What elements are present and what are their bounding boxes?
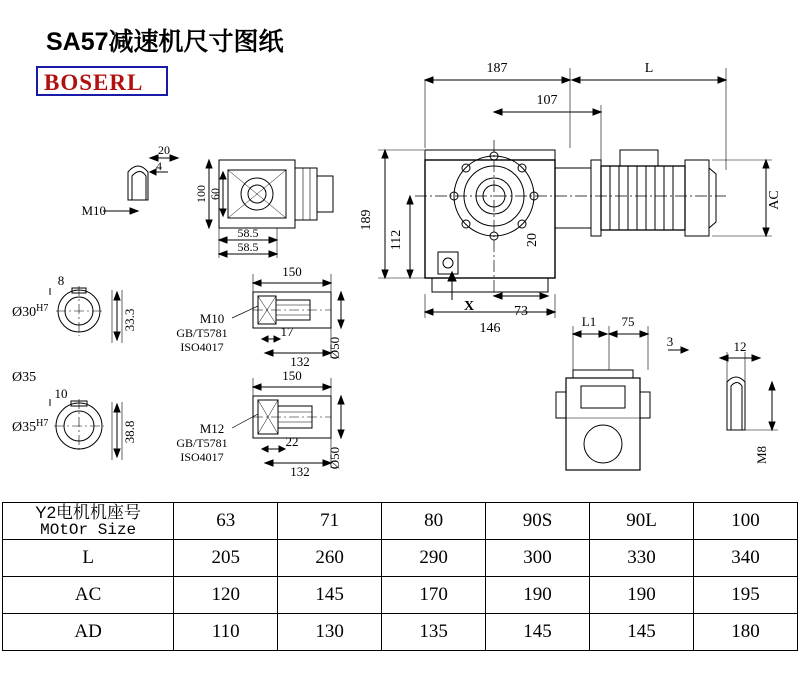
dim-33-3: 33.3 [122, 308, 137, 332]
row-header-AC: AC [3, 577, 174, 614]
table-cell: 80 [382, 503, 486, 540]
row-header-AD: AD [3, 614, 174, 651]
label-m10-upper: M10 [199, 311, 225, 326]
dim-150-upper: 150 [282, 264, 302, 279]
table-cell: 145 [590, 614, 694, 651]
dim-key-8: 8 [57, 273, 65, 288]
table-cell: 260 [278, 540, 382, 577]
dim-58-5-b: 58.5 [237, 240, 259, 254]
table-cell: 190 [590, 577, 694, 614]
row-header-line1: Y2电机机座号 [35, 502, 142, 522]
table-cell: 300 [486, 540, 590, 577]
dim-O50-lower: Ø50 [327, 446, 342, 470]
dim-75: 75 [621, 314, 635, 329]
row-header-motor-size [3, 503, 174, 540]
specification-table [2, 502, 798, 651]
table-cell: 290 [382, 540, 486, 577]
dim-112: 112 [389, 229, 404, 251]
table-cell: 135 [382, 614, 486, 651]
dim-189: 189 [359, 209, 374, 231]
dim-20-main: 20 [525, 233, 540, 247]
label-std-gb-lower: GB/T5781 [176, 436, 228, 450]
table-cell: 90L [590, 503, 694, 540]
label-shaft-35-plain: Ø35 [12, 370, 37, 385]
row-header-L: L [3, 540, 174, 577]
table-cell: 110 [174, 614, 278, 651]
table-row [3, 540, 798, 577]
label-m10-left: M10 [81, 203, 106, 218]
dim-58-5-a: 58.5 [237, 226, 259, 240]
label-m12-lower: M12 [199, 421, 225, 436]
table-row [3, 614, 798, 651]
table-cell: 195 [694, 577, 798, 614]
page-title: SA57减速机尺寸图纸 [46, 28, 284, 56]
label-std-iso-upper: ISO4017 [180, 340, 224, 354]
table-cell: 100 [694, 503, 798, 540]
dim-132-upper: 132 [290, 354, 310, 369]
dim-187: 187 [486, 61, 508, 76]
table-cell: 71 [278, 503, 382, 540]
table-cell: 145 [486, 614, 590, 651]
dim-38-8: 38.8 [122, 420, 137, 444]
table-cell: 330 [590, 540, 694, 577]
dim-107: 107 [536, 93, 558, 108]
mark-X: X [463, 299, 475, 314]
dim-L: L [644, 61, 654, 76]
row-header-line2: MOtOr Size [40, 520, 137, 539]
dim-73: 73 [514, 304, 528, 319]
table-cell: 130 [278, 614, 382, 651]
dim-60: 60 [208, 188, 222, 200]
table-cell: 190 [486, 577, 590, 614]
label-std-gb-upper: GB/T5781 [176, 326, 228, 340]
table-cell: 120 [174, 577, 278, 614]
dim-AC: AC [767, 190, 782, 210]
dim-17: 17 [280, 324, 294, 339]
table-cell: 90S [486, 503, 590, 540]
table-cell: 170 [382, 577, 486, 614]
table-row [3, 503, 798, 540]
brand-logo-text: BOSERL [44, 70, 144, 95]
dim-key-10: 10 [54, 386, 68, 401]
table-cell: 340 [694, 540, 798, 577]
dim-150-lower: 150 [282, 368, 302, 383]
table-cell: 145 [278, 577, 382, 614]
dim-O50-upper: Ø50 [327, 336, 342, 360]
table-row [3, 577, 798, 614]
label-shaft-30: $Ø30^{H7}$ [12, 303, 49, 320]
dim-L1: L1 [581, 314, 597, 329]
dim-20-small: 20 [158, 143, 170, 157]
table-cell: 180 [694, 614, 798, 651]
table-cell: 205 [174, 540, 278, 577]
dim-22: 22 [285, 434, 299, 449]
dim-4-small: 4 [156, 159, 162, 173]
dim-132-lower: 132 [290, 464, 310, 479]
label-shaft-35: $Ø35^{H7}$ [12, 418, 49, 435]
dim-100: 100 [194, 185, 208, 203]
dim-146: 146 [479, 321, 501, 336]
label-m8: M8 [754, 445, 769, 465]
dim-12: 12 [733, 339, 747, 354]
dim-3: 3 [666, 334, 674, 349]
label-std-iso-lower: ISO4017 [180, 450, 224, 464]
table-cell: 63 [174, 503, 278, 540]
